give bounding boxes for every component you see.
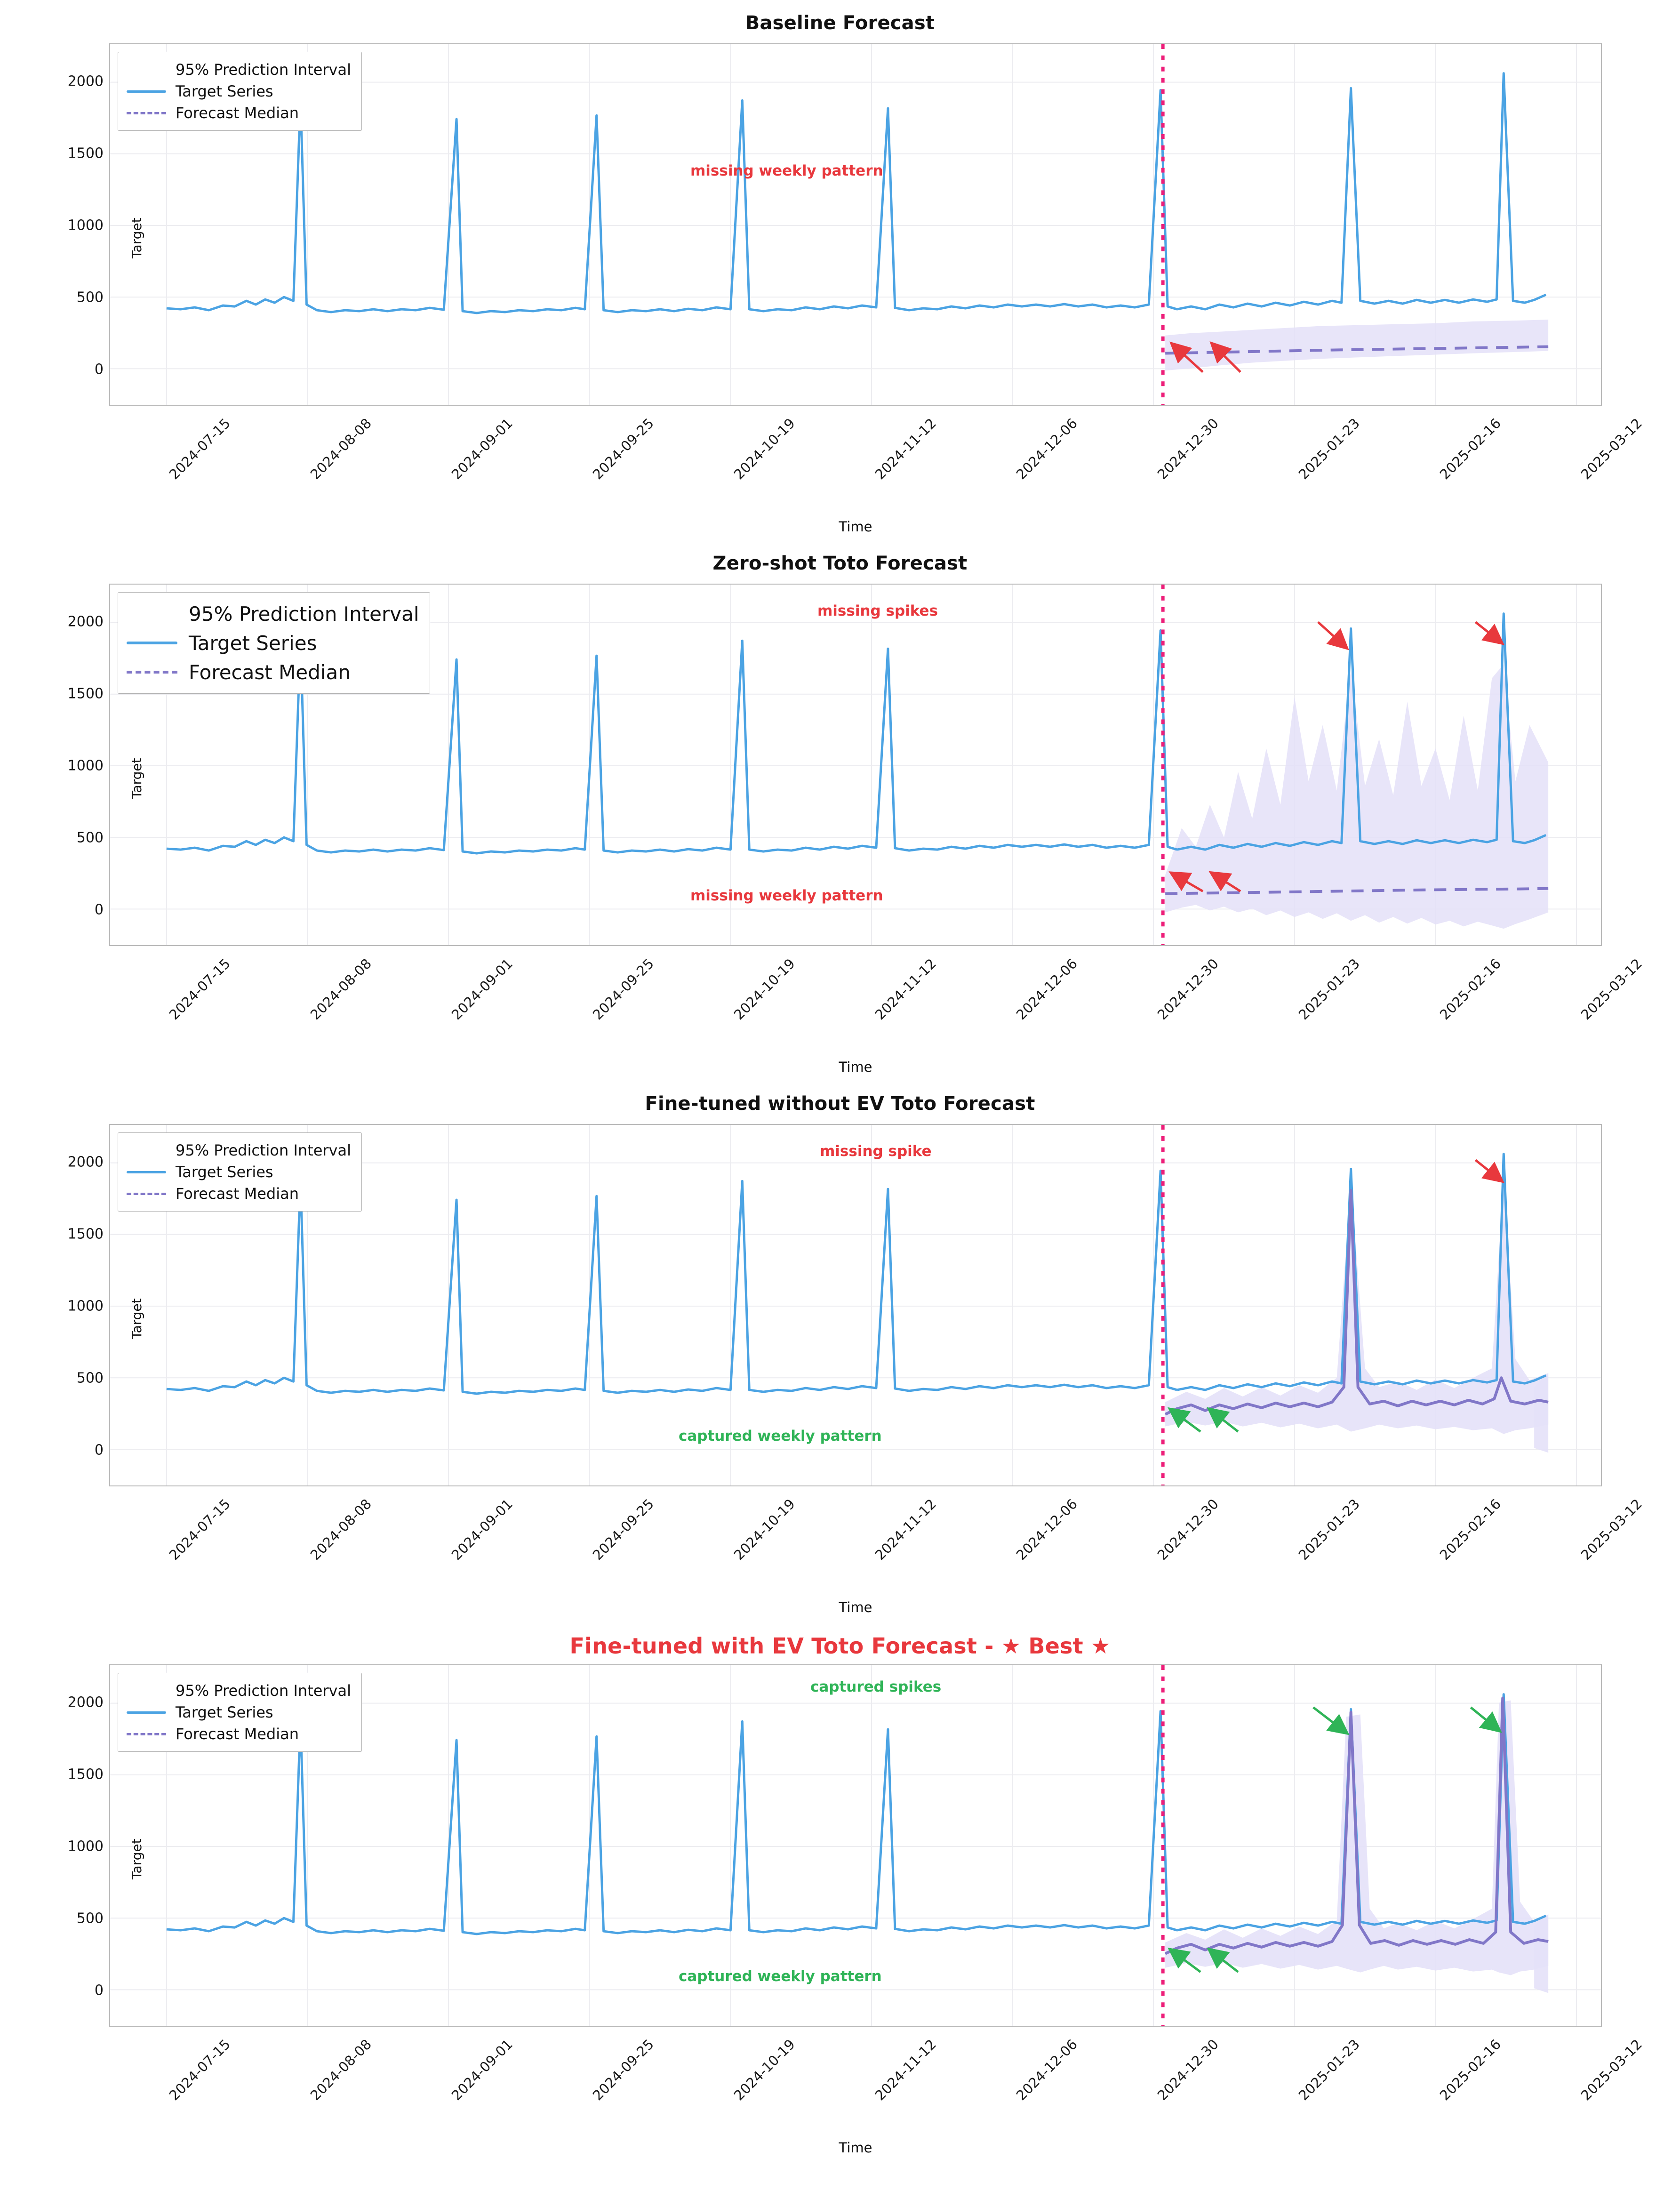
annotation-missing-spike: missing spike [820, 1143, 932, 1160]
x-tick-label: 2025-03-12 [1577, 955, 1646, 1023]
legend-label: Forecast Median [189, 660, 351, 684]
prediction-interval-swatch [127, 1685, 166, 1697]
legend-label: Target Series [189, 631, 317, 655]
legend-item-target-series [127, 1161, 351, 1183]
legend [118, 1673, 362, 1752]
panel-fine-tuned-with-ev-best [0, 1630, 1680, 2171]
x-tick-label: 2024-09-25 [589, 415, 657, 483]
x-tick-label: 2024-12-06 [1013, 2036, 1081, 2104]
x-tick-label: 2024-12-06 [1013, 415, 1081, 483]
panel-title: Fine-tuned without EV Toto Forecast [645, 1093, 1035, 1115]
y-tick-label: 0 [94, 1442, 104, 1459]
y-tick-label: 2000 [67, 613, 104, 630]
panel-title: Baseline Forecast [745, 12, 935, 34]
legend-label: Forecast Median [176, 1725, 299, 1743]
y-tick-label: 2000 [67, 1154, 104, 1171]
legend-label: Forecast Median [176, 1185, 299, 1203]
panel-title: Fine-tuned with EV Toto Forecast - ★ Best ★ [569, 1633, 1111, 1659]
annotation-captured-weekly-pattern: captured weekly pattern [679, 1428, 882, 1445]
legend-label: 95% Prediction Interval [189, 602, 419, 626]
annotation-captured-weekly-pattern: captured weekly pattern [679, 1968, 882, 1985]
target-series-swatch [127, 635, 177, 650]
y-tick-label: 500 [76, 289, 104, 306]
plot-container [67, 584, 1646, 1075]
legend-item-forecast-median [127, 1723, 351, 1745]
prediction-interval-swatch [127, 1144, 166, 1156]
x-tick-label: 2024-08-08 [307, 2036, 375, 2104]
y-tick-label: 0 [94, 361, 104, 378]
x-tick-label: 2025-01-23 [1295, 955, 1363, 1023]
x-tick-label: 2024-09-25 [589, 2036, 657, 2104]
x-tick-label: 2024-12-30 [1154, 1496, 1222, 1564]
legend-label: Forecast Median [176, 104, 299, 122]
x-tick-label: 2025-03-12 [1577, 2036, 1646, 2104]
prediction-interval-band [1165, 320, 1548, 370]
x-tick-label: 2024-12-30 [1154, 2036, 1222, 2104]
prediction-interval-tail [1534, 1373, 1548, 1453]
panel-title: Zero-shot Toto Forecast [712, 553, 968, 574]
x-tick-label: 2025-02-16 [1436, 1496, 1504, 1564]
legend-label: 95% Prediction Interval [176, 1141, 351, 1159]
x-tick-label: 2024-10-19 [730, 415, 799, 483]
target-series-swatch [127, 1166, 166, 1178]
y-tick-label: 1000 [67, 1298, 104, 1315]
y-tick-label: 1500 [67, 1226, 104, 1243]
legend-label: Target Series [176, 82, 273, 100]
x-tick-label: 2024-11-12 [872, 415, 940, 483]
y-tick-label: 1000 [67, 217, 104, 234]
y-tick-label: 500 [76, 1910, 104, 1927]
x-tick-label: 2024-10-19 [730, 955, 799, 1023]
y-axis-label: Target [129, 1838, 144, 1879]
x-tick-label: 2024-07-15 [166, 955, 234, 1023]
x-tick-label: 2025-02-16 [1436, 955, 1504, 1023]
panel-baseline-forecast [0, 9, 1680, 550]
x-tick-label: 2024-10-19 [730, 1496, 799, 1564]
legend-label: 95% Prediction Interval [176, 1682, 351, 1700]
x-tick-label: 2024-11-12 [872, 1496, 940, 1564]
annotation-missing-weekly-pattern: missing weekly pattern [690, 162, 883, 179]
legend-item-target-series [127, 628, 419, 658]
legend-item-forecast-median [127, 658, 419, 687]
x-tick-label: 2025-03-12 [1577, 1496, 1646, 1564]
legend-item-prediction-interval [127, 59, 351, 80]
x-tick-label: 2025-01-23 [1295, 1496, 1363, 1564]
x-tick-label: 2024-09-01 [448, 955, 516, 1023]
x-tick-label: 2025-02-16 [1436, 415, 1504, 483]
x-tick-label: 2024-08-08 [307, 955, 375, 1023]
x-tick-label: 2024-07-15 [166, 2036, 234, 2104]
legend-item-forecast-median [127, 102, 351, 124]
forecast-median-swatch [127, 665, 177, 680]
panel-fine-tuned-without-ev [0, 1090, 1680, 1630]
x-tick-label: 2024-08-08 [307, 1496, 375, 1564]
prediction-interval-tail [1534, 1914, 1548, 1993]
plot-container [67, 43, 1646, 535]
target-series-swatch [127, 85, 166, 97]
x-tick-label: 2024-10-19 [730, 2036, 799, 2104]
legend-item-target-series [127, 1701, 351, 1723]
x-axis-label: Time [839, 1059, 872, 1075]
x-tick-label: 2024-09-01 [448, 415, 516, 483]
legend [118, 592, 430, 694]
prediction-interval-swatch [127, 606, 177, 621]
target-series-future [1177, 73, 1546, 309]
legend-item-prediction-interval [127, 1680, 351, 1701]
y-tick-label: 0 [94, 901, 104, 918]
x-tick-label: 2025-02-16 [1436, 2036, 1504, 2104]
x-tick-label: 2025-01-23 [1295, 415, 1363, 483]
annotation-missing-weekly-pattern: missing weekly pattern [690, 887, 883, 904]
x-axis-label: Time [839, 1599, 872, 1615]
legend-label: Target Series [176, 1163, 273, 1181]
panel-zero-shot-toto-forecast [0, 550, 1680, 1090]
x-tick-label: 2024-07-15 [166, 1496, 234, 1564]
y-tick-label: 1500 [67, 145, 104, 162]
annotation-missing-spikes: missing spikes [817, 602, 938, 619]
legend-item-prediction-interval [127, 599, 419, 628]
x-tick-label: 2024-09-25 [589, 1496, 657, 1564]
plot-container [67, 1124, 1646, 1615]
prediction-interval-band [1165, 664, 1548, 929]
prediction-interval-swatch [127, 64, 166, 76]
x-tick-label: 2024-11-12 [872, 955, 940, 1023]
plot-container [67, 1664, 1646, 2156]
y-axis-label: Target [129, 217, 144, 258]
x-tick-label: 2024-11-12 [872, 2036, 940, 2104]
y-tick-label: 500 [76, 1370, 104, 1387]
x-tick-label: 2024-08-08 [307, 415, 375, 483]
annotation-captured-spikes: captured spikes [810, 1678, 942, 1695]
y-tick-label: 500 [76, 829, 104, 846]
y-tick-label: 1500 [67, 685, 104, 702]
x-tick-label: 2024-09-25 [589, 955, 657, 1023]
y-axis-label: Target [129, 758, 144, 799]
target-series-swatch [127, 1706, 166, 1718]
x-tick-label: 2024-09-01 [448, 1496, 516, 1564]
legend-item-target-series [127, 80, 351, 102]
legend [118, 52, 362, 131]
forecast-median-swatch [127, 107, 166, 119]
x-axis-label: Time [839, 519, 872, 535]
y-tick-label: 2000 [67, 1694, 104, 1711]
y-tick-label: 0 [94, 1982, 104, 1999]
forecast-median-swatch [127, 1728, 166, 1740]
x-tick-label: 2024-09-01 [448, 2036, 516, 2104]
x-tick-label: 2024-07-15 [166, 415, 234, 483]
x-tick-label: 2024-12-06 [1013, 955, 1081, 1023]
legend [118, 1132, 362, 1212]
y-tick-label: 1500 [67, 1766, 104, 1783]
y-tick-label: 2000 [67, 73, 104, 90]
x-tick-label: 2024-12-30 [1154, 415, 1222, 483]
x-tick-label: 2025-03-12 [1577, 415, 1646, 483]
x-tick-label: 2025-01-23 [1295, 2036, 1363, 2104]
legend-label: 95% Prediction Interval [176, 61, 351, 79]
x-axis-label: Time [839, 2140, 872, 2156]
x-tick-label: 2024-12-06 [1013, 1496, 1081, 1564]
y-tick-label: 1000 [67, 757, 104, 774]
y-tick-label: 1000 [67, 1838, 104, 1855]
legend-item-prediction-interval [127, 1140, 351, 1161]
legend-label: Target Series [176, 1703, 273, 1721]
forecast-median-swatch [127, 1188, 166, 1200]
y-axis-label: Target [129, 1298, 144, 1339]
legend-item-forecast-median [127, 1183, 351, 1204]
x-tick-label: 2024-12-30 [1154, 955, 1222, 1023]
